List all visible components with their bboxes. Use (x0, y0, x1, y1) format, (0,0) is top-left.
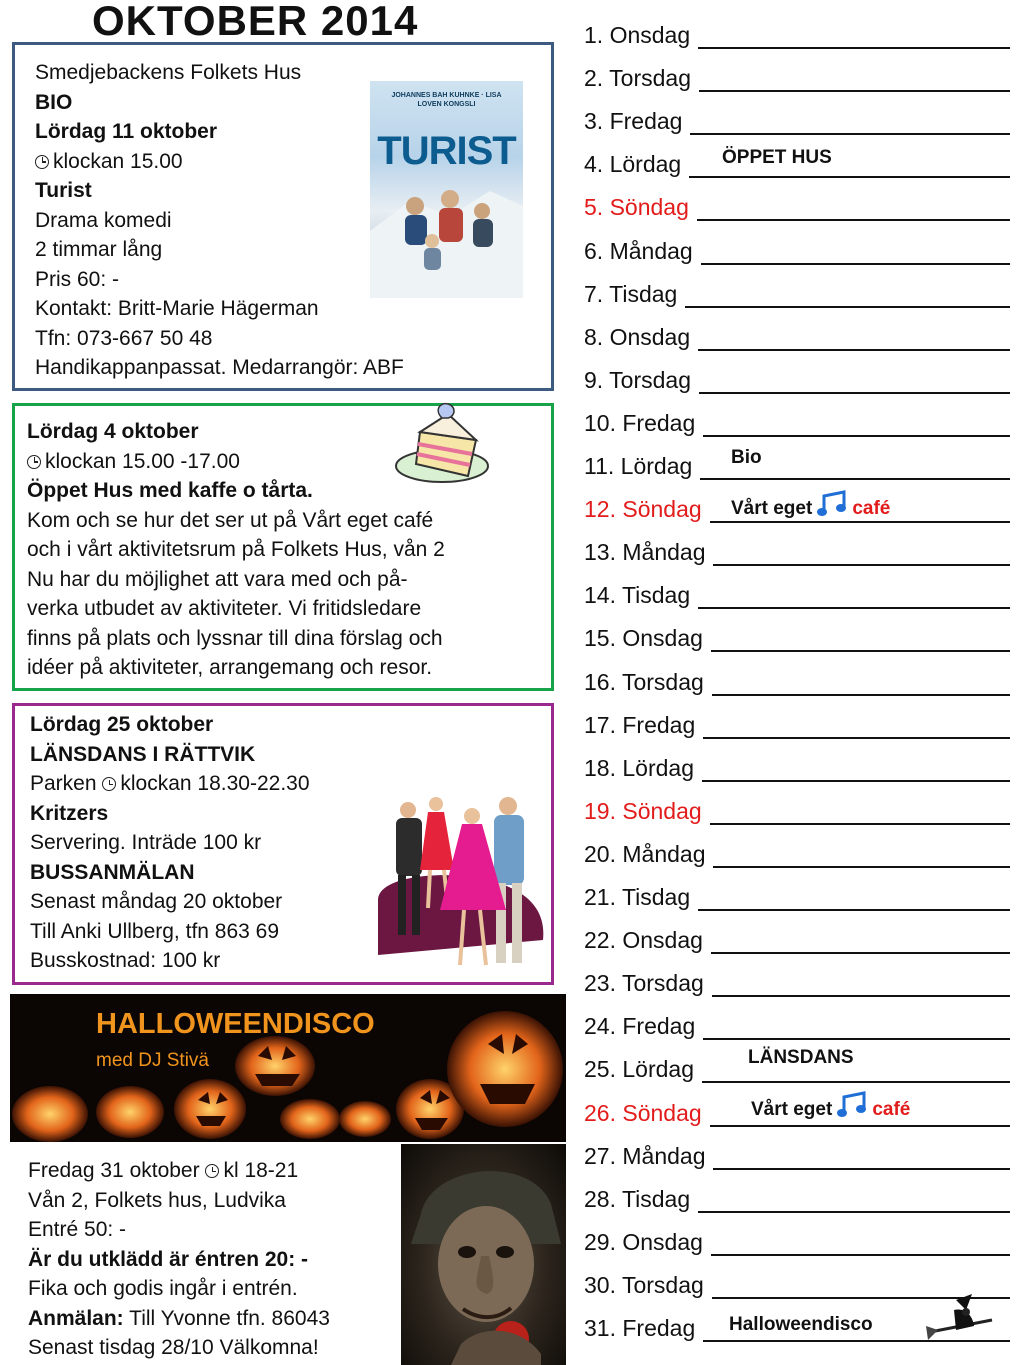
calendar-day-label: 20. Måndag (584, 840, 706, 867)
note-oct4: ÖPPET HUS (722, 147, 832, 168)
clock-icon (102, 777, 116, 791)
poster-people-illustration (370, 81, 523, 298)
note-oct12-cafe: café (852, 498, 891, 519)
calendar-day-label: 26. Söndag (584, 1099, 702, 1126)
calendar-day-line (711, 1254, 1010, 1256)
bio-price: Pris 60: - (35, 267, 120, 291)
calendar-day-line (701, 263, 1010, 265)
halloween-entry: Entré 50: - (28, 1218, 127, 1241)
bio-film: Turist (35, 179, 92, 202)
music-note-icon (816, 490, 848, 518)
bio-time-line (35, 147, 404, 177)
calendar-day-row (584, 63, 691, 93)
calendar-day-row (584, 1270, 704, 1300)
halloween-signup-line (28, 1304, 330, 1334)
calendar-day-row (584, 365, 691, 395)
calendar-day-label: 22. Onsdag (584, 927, 703, 954)
calendar-day-line (690, 133, 1010, 135)
calendar-day-line (710, 521, 1010, 523)
calendar-day-label: 25. Lördag (584, 1056, 694, 1083)
open-house-line: och i vårt aktivitetsrum på Folkets Hus, vån 2 (27, 538, 445, 561)
calendar-day-row (584, 925, 703, 955)
bio-phone: Tfn: 073-667 50 48 (35, 326, 213, 350)
calendar-day-label: 11. Lördag (584, 453, 693, 479)
poster-title: TURIST (377, 129, 516, 173)
calendar-day-row (584, 667, 704, 697)
calendar-day-label: 18. Lördag (584, 754, 694, 781)
halloween-title: HALLOWEENDISCO (96, 1008, 375, 1040)
calendar-day-line (713, 564, 1010, 566)
movie-poster (370, 81, 523, 298)
calendar-day-row (584, 106, 682, 136)
halloween-text (28, 1156, 330, 1363)
calendar-day-row (584, 537, 705, 567)
calendar-day-row (584, 322, 690, 352)
clock-icon (27, 455, 41, 469)
calendar-day-label: 6. Måndag (584, 237, 693, 264)
open-house-text (27, 417, 445, 683)
calendar-day-label: 4. Lördag (584, 151, 682, 178)
calendar-day-row (584, 839, 705, 869)
calendar-day-row (584, 451, 692, 481)
calendar-day-line (711, 650, 1010, 652)
calendar-day-row (584, 1098, 702, 1128)
bio-contact: Kontakt: Britt-Marie Hägerman (35, 297, 319, 320)
calendar-day-label: 16. Torsdag (584, 668, 704, 695)
calendar-day-row (584, 279, 677, 309)
bio-accessible: Handikappanpassat. Medarrangör: ABF (35, 356, 404, 379)
dance-bus-cost: Busskostnad: 100 kr (30, 949, 221, 972)
calendar-day-line (685, 306, 1010, 308)
calendar-day-label: 19. Söndag (584, 797, 702, 824)
open-house-line: verka utbudet av aktiviteter. Vi fritidsledare (27, 597, 422, 620)
bio-length: 2 timmar lång (35, 238, 163, 261)
cake-slice-icon (394, 400, 494, 490)
calendar-day-label: 5. Söndag (584, 194, 689, 221)
calendar-day-line (702, 1081, 1010, 1083)
dance-deadline: Senast måndag 20 oktober (30, 890, 283, 913)
calendar-day-row (584, 1313, 695, 1343)
calendar-day-row (584, 710, 695, 740)
calendar-day-row (584, 753, 694, 783)
halloween-banner (10, 994, 566, 1142)
calendar-day-line (712, 995, 1010, 997)
calendar-day-line (703, 435, 1010, 437)
calendar-day-row (584, 796, 702, 826)
note-oct11: Bio (731, 447, 762, 468)
calendar-day-label: 29. Onsdag (584, 1228, 703, 1255)
calendar-day-row (584, 968, 704, 998)
note-oct26-cafe: café (872, 1099, 911, 1120)
calendar-day-line (703, 1038, 1010, 1040)
calendar-day-label: 7. Tisdag (584, 280, 678, 307)
calendar-day-line (698, 1211, 1010, 1213)
bio-time: klockan 15.00 (53, 149, 183, 173)
calendar-day-line (697, 219, 1010, 221)
open-house-time-line (27, 447, 445, 477)
calendar-day-label: 1. Onsdag (584, 22, 691, 48)
open-house-line: Kom och se hur det ser ut på Vårt eget café (27, 508, 434, 532)
halloween-deadline: Senast tisdag 28/10 Välkomna! (28, 1336, 319, 1359)
calendar-day-row (584, 882, 690, 912)
bio-category: BIO (35, 90, 73, 114)
calendar-day-line (710, 823, 1010, 825)
dancing-couples-illustration (368, 780, 548, 972)
dance-bus-heading: BUSSANMÄLAN (30, 860, 195, 884)
calendar-day-line (689, 176, 1010, 178)
calendar-day-line (713, 866, 1010, 868)
note-oct12 (731, 490, 890, 520)
calendar-day-label: 2. Torsdag (584, 65, 691, 92)
bio-date: Lördag 11 oktober (35, 120, 218, 143)
dance-band: Kritzers (30, 801, 109, 825)
note-oct12-text: Vårt eget (731, 498, 813, 519)
open-house-line: finns på plats och lyssnar till dina förslag och (27, 626, 443, 650)
calendar-day-label: 15. Onsdag (584, 625, 703, 652)
calendar-day-line (698, 909, 1010, 911)
calendar-day-label: 23. Torsdag (584, 970, 704, 997)
bio-event-text (35, 58, 404, 383)
calendar-day-label: 12. Söndag (584, 496, 702, 523)
clock-icon (205, 1164, 219, 1178)
dance-event-text (30, 710, 310, 976)
dance-serving: Servering. Inträde 100 kr (30, 831, 262, 854)
calendar-day-row (584, 623, 703, 653)
calendar-day-line (700, 478, 1010, 480)
calendar-day-row (584, 494, 702, 524)
halloween-signup: Till Yvonne tfn. 86043 (123, 1306, 330, 1330)
calendar-day-line (698, 349, 1010, 351)
calendar-day-line (703, 737, 1010, 739)
calendar-day-row (584, 1184, 690, 1214)
witch-photo (401, 1144, 566, 1365)
calendar-day-label: 27. Måndag (584, 1142, 706, 1169)
calendar-day-row (584, 1011, 695, 1041)
note-oct25: LÄNSDANS (748, 1047, 854, 1068)
witch-illustration (401, 1144, 566, 1365)
calendar-day-row (584, 408, 695, 438)
open-house-headline: Öppet Hus med kaffe o tårta. (27, 479, 313, 502)
poster-credits: JOHANNES BAH KUHNKE · LISA LOVEN KONGSLI (391, 92, 502, 108)
calendar-day-line (698, 47, 1010, 49)
calendar-day-label: 13. Måndag (584, 539, 706, 566)
dance-place-line (30, 769, 310, 799)
calendar-day-row (584, 149, 681, 179)
bio-genre: Drama komedi (35, 208, 172, 232)
dance-place: Parken (30, 772, 97, 795)
calendar-day-row (584, 1227, 703, 1257)
open-house-time: klockan 15.00 -17.00 (45, 449, 240, 473)
calendar-day-label: 21. Tisdag (584, 884, 691, 910)
calendar-day-line (698, 607, 1010, 609)
dance-event: LÄNSDANS I RÄTTVIK (30, 742, 256, 766)
calendar-day-label: 9. Torsdag (584, 366, 691, 393)
halloween-date-line (28, 1156, 330, 1186)
calendar-day-row (584, 236, 693, 266)
calendar-day-line (703, 1340, 1010, 1342)
halloween-subtitle: med DJ Stivä (96, 1050, 209, 1071)
calendar-day-row (584, 580, 690, 610)
clock-icon (35, 155, 49, 169)
music-note-icon (836, 1091, 868, 1119)
calendar-day-line (710, 1125, 1010, 1127)
calendar-day-line (712, 694, 1010, 696)
calendar-day-line (699, 90, 1010, 92)
calendar-day-label: 3. Fredag (584, 108, 683, 135)
calendar-day-label: 8. Onsdag (584, 323, 691, 350)
open-house-line: Nu har du möjlighet att vara med och på- (27, 567, 408, 591)
dance-contact: Till Anki Ullberg, tfn 863 69 (30, 919, 280, 943)
calendar-day-line (699, 392, 1010, 394)
calendar-day-label: 28. Tisdag (584, 1185, 691, 1212)
note-oct31: Halloweendisco (729, 1314, 873, 1335)
halloween-costume: Är du utklädd är éntren 20: - (28, 1247, 309, 1271)
calendar-day-label: 14. Tisdag (584, 582, 691, 609)
calendar-day-label: 24. Fredag (584, 1013, 696, 1040)
calendar-day-row (584, 20, 690, 50)
calendar-day-label: 17. Fredag (584, 711, 696, 738)
calendar-day-line (712, 1297, 1010, 1299)
dance-date: Lördag 25 oktober (30, 713, 214, 736)
halloween-date: Fredag 31 oktober (28, 1159, 200, 1182)
calendar-day-row (584, 1054, 694, 1084)
calendar-day-label: 30. Torsdag (584, 1271, 704, 1298)
open-house-date: Lördag 4 oktober (27, 420, 199, 443)
calendar-day-label: 31. Fredag (584, 1315, 696, 1341)
halloween-signup-label: Anmälan: (28, 1306, 124, 1330)
dance-time: klockan 18.30-22.30 (120, 772, 310, 795)
halloween-place: Vån 2, Folkets hus, Ludvika (28, 1188, 286, 1212)
calendar-day-label: 10. Fredag (584, 409, 696, 436)
halloween-time: kl 18-21 (223, 1159, 299, 1182)
halloween-fika: Fika och godis ingår i entrén. (28, 1277, 298, 1300)
note-oct26 (751, 1091, 910, 1121)
open-house-line: idéer på aktiviteter, arrangemang och resor. (27, 656, 433, 679)
bio-venue: Smedjebackens Folkets Hus (35, 61, 302, 84)
note-oct26-text: Vårt eget (751, 1099, 833, 1120)
page-title: OKTOBER 2014 (92, 0, 419, 44)
calendar-day-line (713, 1168, 1010, 1170)
calendar-day-line (711, 952, 1010, 954)
calendar-day-row (584, 1141, 705, 1171)
calendar-day-row (584, 192, 689, 222)
calendar-day-line (702, 780, 1010, 782)
